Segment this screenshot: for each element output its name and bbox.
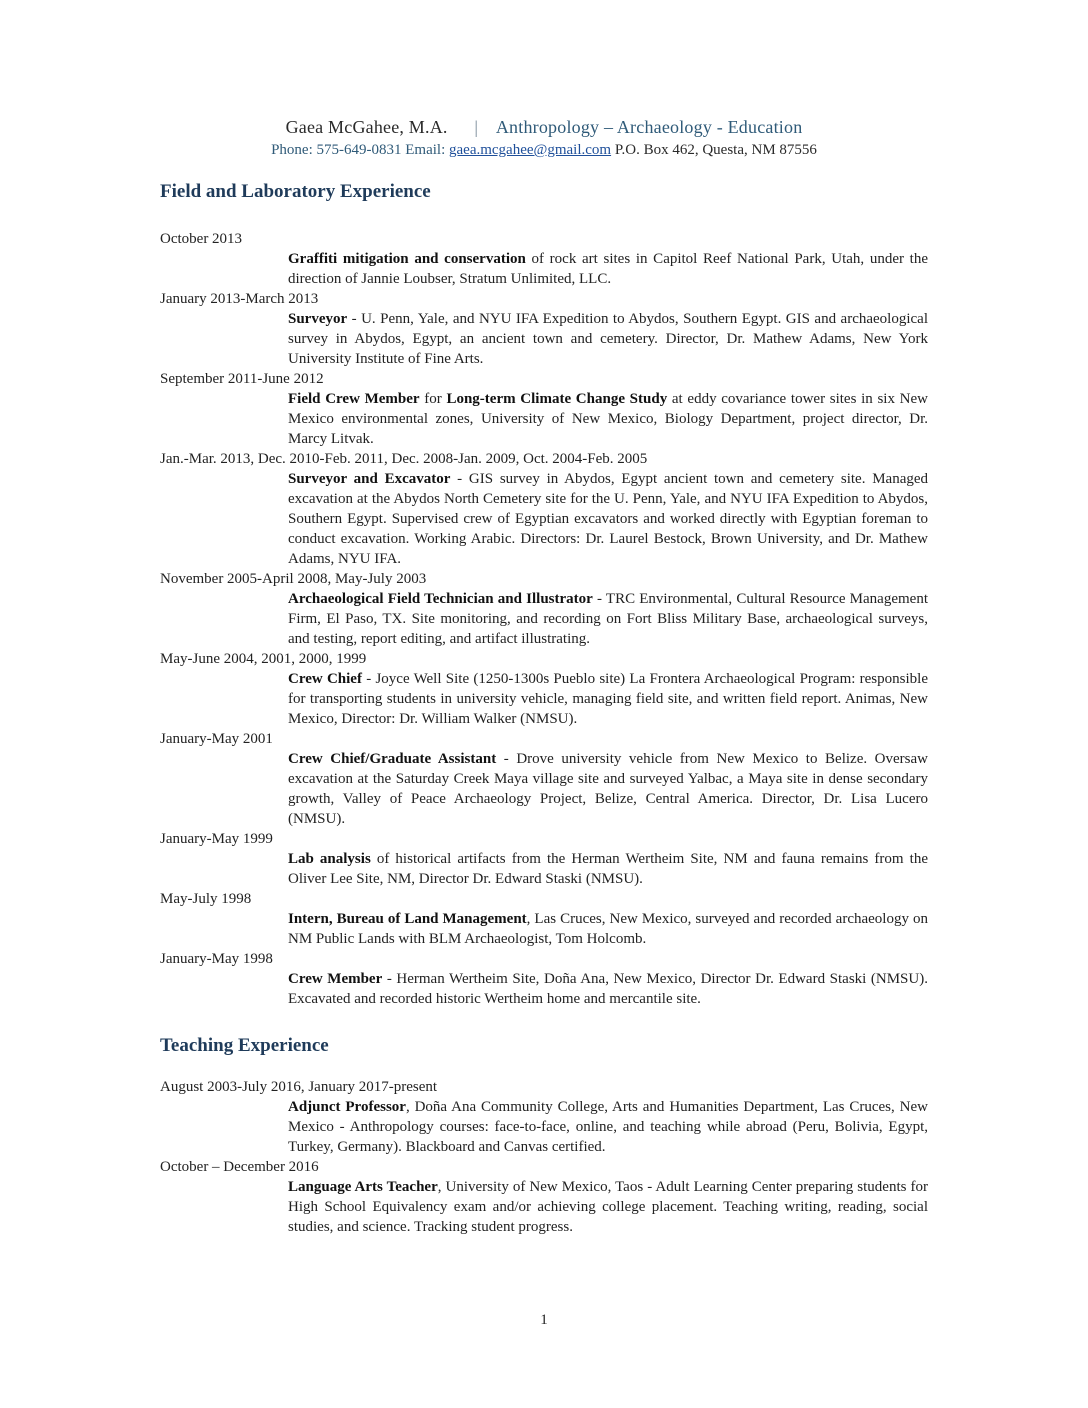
entry-details: of historical artifacts from the Herman Wertheim Site, NM and fauna remains from the Oliver Lee Site, NM, Director Dr. Edward Staski (NMSU). [288,851,928,887]
experience-entry [160,829,928,889]
entry-description [288,249,928,289]
entry-description [288,749,928,829]
entry-date: September 2011-June 2012 [160,371,324,387]
entry-role: Crew Chief/Graduate Assistant [288,751,497,767]
entry-details: - TRC Environmental, Cultural Resource Management Firm, El Paso, TX. Site monitoring, and recording on Fort Bliss Military Base, archaeological surveys, and testing, report editing, and artifact illustrating. [288,591,928,647]
entry-description [288,469,928,569]
entry-description [288,969,928,1009]
teaching-experience-list [160,1077,928,1237]
header-name-line [0,117,1088,138]
entry-details: , Doña Ana Community College, Arts and Humanities Department, Las Cruces, New Mexico - Anthropology courses: face-to-face, online, and teaching while abroad (Peru, Bolivia, Egypt, Turkey, Germany). Blackboard and Canvas certified. [288,1099,928,1155]
entry-role: Crew Member [288,971,383,987]
entry-date: January-May 1999 [160,831,273,847]
experience-entry [160,729,928,829]
entry-role: Language Arts Teacher [288,1179,438,1195]
entry-date: January 2013-March 2013 [160,291,319,307]
phone-label: Phone: [271,142,313,158]
entry-details-secondary: at eddy covariance tower sites in six New Mexico environmental zones, University of New Mexico, Biology Department, project director, Dr. Marcy Litvak. [288,391,928,447]
experience-entry [160,1157,928,1237]
entry-role: Archaeological Field Technician and Illustrator [288,591,593,607]
candidate-name: Gaea McGahee, M.A. [285,117,448,137]
field-experience-heading: Field and Laboratory Experience [160,181,431,202]
entry-date: October 2013 [160,231,243,247]
entry-role: Intern, Bureau of Land Management [288,911,527,927]
entry-description [288,389,928,449]
entry-details: for [419,391,447,407]
experience-entry [160,649,928,729]
entry-role: Surveyor [288,311,348,327]
field-experience-list [160,229,928,1009]
entry-details: , University of New Mexico, Taos - Adult Learning Center preparing students for High School Equivalency exam and/or achieving college placement. Teaching writing, reading, social studies, and science. Tracking student progress. [288,1179,928,1235]
experience-entry [160,369,928,449]
experience-entry [160,449,928,569]
entry-date: May-June 2004, 2001, 2000, 1999 [160,651,367,667]
entry-role: Lab analysis [288,851,371,867]
entry-role: Field Crew Member [288,391,420,407]
email-link[interactable]: gaea.mcgahee@gmail.com [449,142,612,158]
experience-entry [160,949,928,1009]
experience-entry [160,289,928,369]
teaching-experience-heading: Teaching Experience [160,1035,329,1056]
entry-date: January-May 2001 [160,731,273,747]
entry-description [288,309,928,369]
entry-role: Adjunct Professor [288,1099,406,1115]
entry-date: Jan.-Mar. 2013, Dec. 2010-Feb. 2011, Dec. 2008-Jan. 2009, Oct. 2004-Feb. 2005 [160,451,648,467]
entry-date: November 2005-April 2008, May-July 2003 [160,571,427,587]
header-fields: Anthropology – Archaeology - Education [495,117,803,137]
entry-date: January-May 1998 [160,951,273,967]
entry-description [288,909,928,949]
phone-number: 575-649-0831 [316,142,402,158]
entry-role: Graffiti mitigation and conservation [288,251,526,267]
header-separator: | [474,117,479,137]
postal-address: P.O. Box 462, Questa, NM 87556 [614,142,817,158]
entry-role: Surveyor and Excavator [288,471,451,487]
entry-description [288,669,928,729]
page-number: 1 [540,1312,548,1328]
experience-entry [160,229,928,289]
experience-entry [160,1077,928,1157]
email-label: Email: [405,142,446,158]
entry-date: October – December 2016 [160,1159,319,1175]
entry-details: - Drove university vehicle from New Mexico to Belize. Oversaw excavation at the Saturday Creek Maya village site and surveyed Yalbac, a Maya site in dense secondary growth, Valley of Peace Archaeology Project, Belize, Central America. Director, Dr. Lisa Lucero (NMSU). [288,751,928,827]
experience-entry [160,889,928,949]
entry-details: - GIS survey in Abydos, Egypt ancient town and cemetery site. Managed excavation at the Abydos North Cemetery site for the U. Penn, Yale, and NYU IFA Expedition to Abydos, Southern Egypt. Supervised crew of Egyptian excavators and worked directly with Egyptian foreman to conduct excavation. Working Arabic. Directors: Dr. Laurel Bestock, Brown University, and Dr. Mathew Adams, NYU IFA. [288,471,929,567]
entry-description [288,1097,928,1157]
contact-line [0,142,1088,159]
entry-role-secondary: Long-term Climate Change Study [446,391,668,407]
entry-date: May-July 1998 [160,891,252,907]
entry-description [288,1177,928,1237]
entry-details: of rock art sites in Capitol Reef National Park, Utah, under the direction of Jannie Loubser, Stratum Unlimited, LLC. [288,251,928,287]
entry-details: - Herman Wertheim Site, Doña Ana, New Mexico, Director Dr. Edward Staski (NMSU). Excavated and recorded historic Wertheim home and mercantile site. [288,971,928,1007]
entry-details: , Las Cruces, New Mexico, surveyed and recorded archaeology on NM Public Lands with BLM Archaeologist, Tom Holcomb. [288,911,928,947]
entry-details: - Joyce Well Site (1250-1300s Pueblo site) La Frontera Archaeological Program: responsible for transporting students in university vehicle, managing field site, and written field report. Animas, New Mexico, Director: Dr. William Walker (NMSU). [288,671,928,727]
entry-details: - U. Penn, Yale, and NYU IFA Expedition to Abydos, Southern Egypt. GIS and archaeological survey in Abydos, Egypt, an ancient town and cemetery. Director, Dr. Mathew Adams, New York University Institute of Fine Arts. [288,311,928,367]
entry-description [288,589,928,649]
entry-role: Crew Chief [288,671,362,687]
experience-entry [160,569,928,649]
entry-description [288,849,928,889]
entry-date: August 2003-July 2016, January 2017-present [160,1079,438,1095]
